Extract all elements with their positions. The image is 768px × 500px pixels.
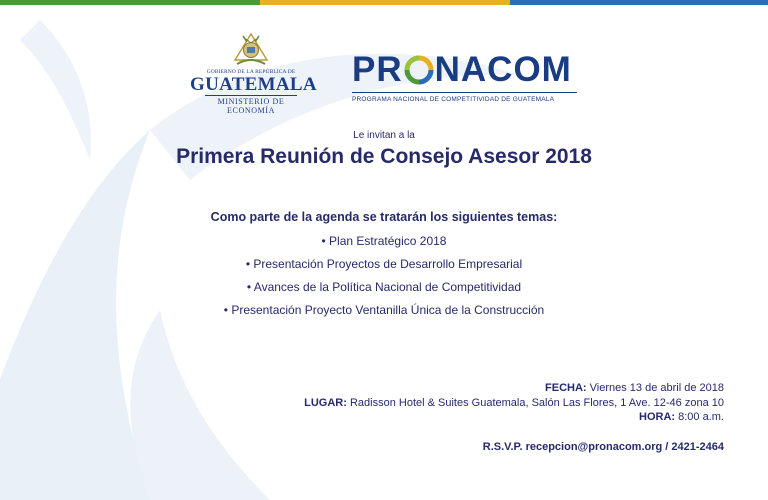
pronacom-wordmark-right: NACOM [434,50,572,89]
agenda-topic: • Presentación Proyecto Ventanilla Única de la Construcción [223,303,545,317]
guatemala-coat-of-arms-icon [231,30,271,68]
event-details [304,381,724,425]
date-line [304,381,724,396]
agenda-topic: • Plan Estratégico 2018 [321,234,447,248]
date-label: FECHA: [545,382,587,394]
date-value: Viernes 13 de abril de 2018 [586,382,724,394]
agenda-topic-list [0,234,768,326]
place-line [304,396,724,411]
time-label: HORA: [639,411,676,423]
pronacom-wordmark-left: PR [352,50,403,89]
agenda-topic: • Presentación Proyectos de Desarrollo Empresarial [245,257,523,271]
place-value: Radisson Hotel & Suites Guatemala, Salón Las Flores, 1 Ave. 12-46 zona 10 [346,396,724,409]
event-title: Primera Reunión de Consejo Asesor 2018 [176,145,592,168]
agenda-topic: • Avances de la Política Nacional de Competitividad [246,280,522,294]
agenda-heading: Como parte de la agenda se tratarán los siguientes temas: [210,210,558,224]
pronacom-tagline: PROGRAMA NACIONAL DE COMPETITIVIDAD DE GUATEMALA [352,92,577,103]
pronacom-wordmark [352,52,577,88]
gt-logo-line1: GOBIERNO DE LA REPÚBLICA DE [206,69,296,75]
pronacom-ring-icon [404,55,434,85]
gt-logo-line3: MINISTERIO DE ECONOMÍA [205,95,297,115]
gt-logo-line2: GUATEMALA [190,74,317,95]
guatemala-ministry-logo [190,30,317,115]
time-line [304,410,724,425]
rsvp-line[interactable]: R.S.V.P. recepcion@pronacom.org / 2421-2464 [482,441,724,453]
invitation-intro: Le invitan a la [353,130,415,141]
time-value: 8:00 a.m. [675,411,724,423]
pronacom-logo [352,52,577,103]
place-label: LUGAR: [304,396,347,409]
